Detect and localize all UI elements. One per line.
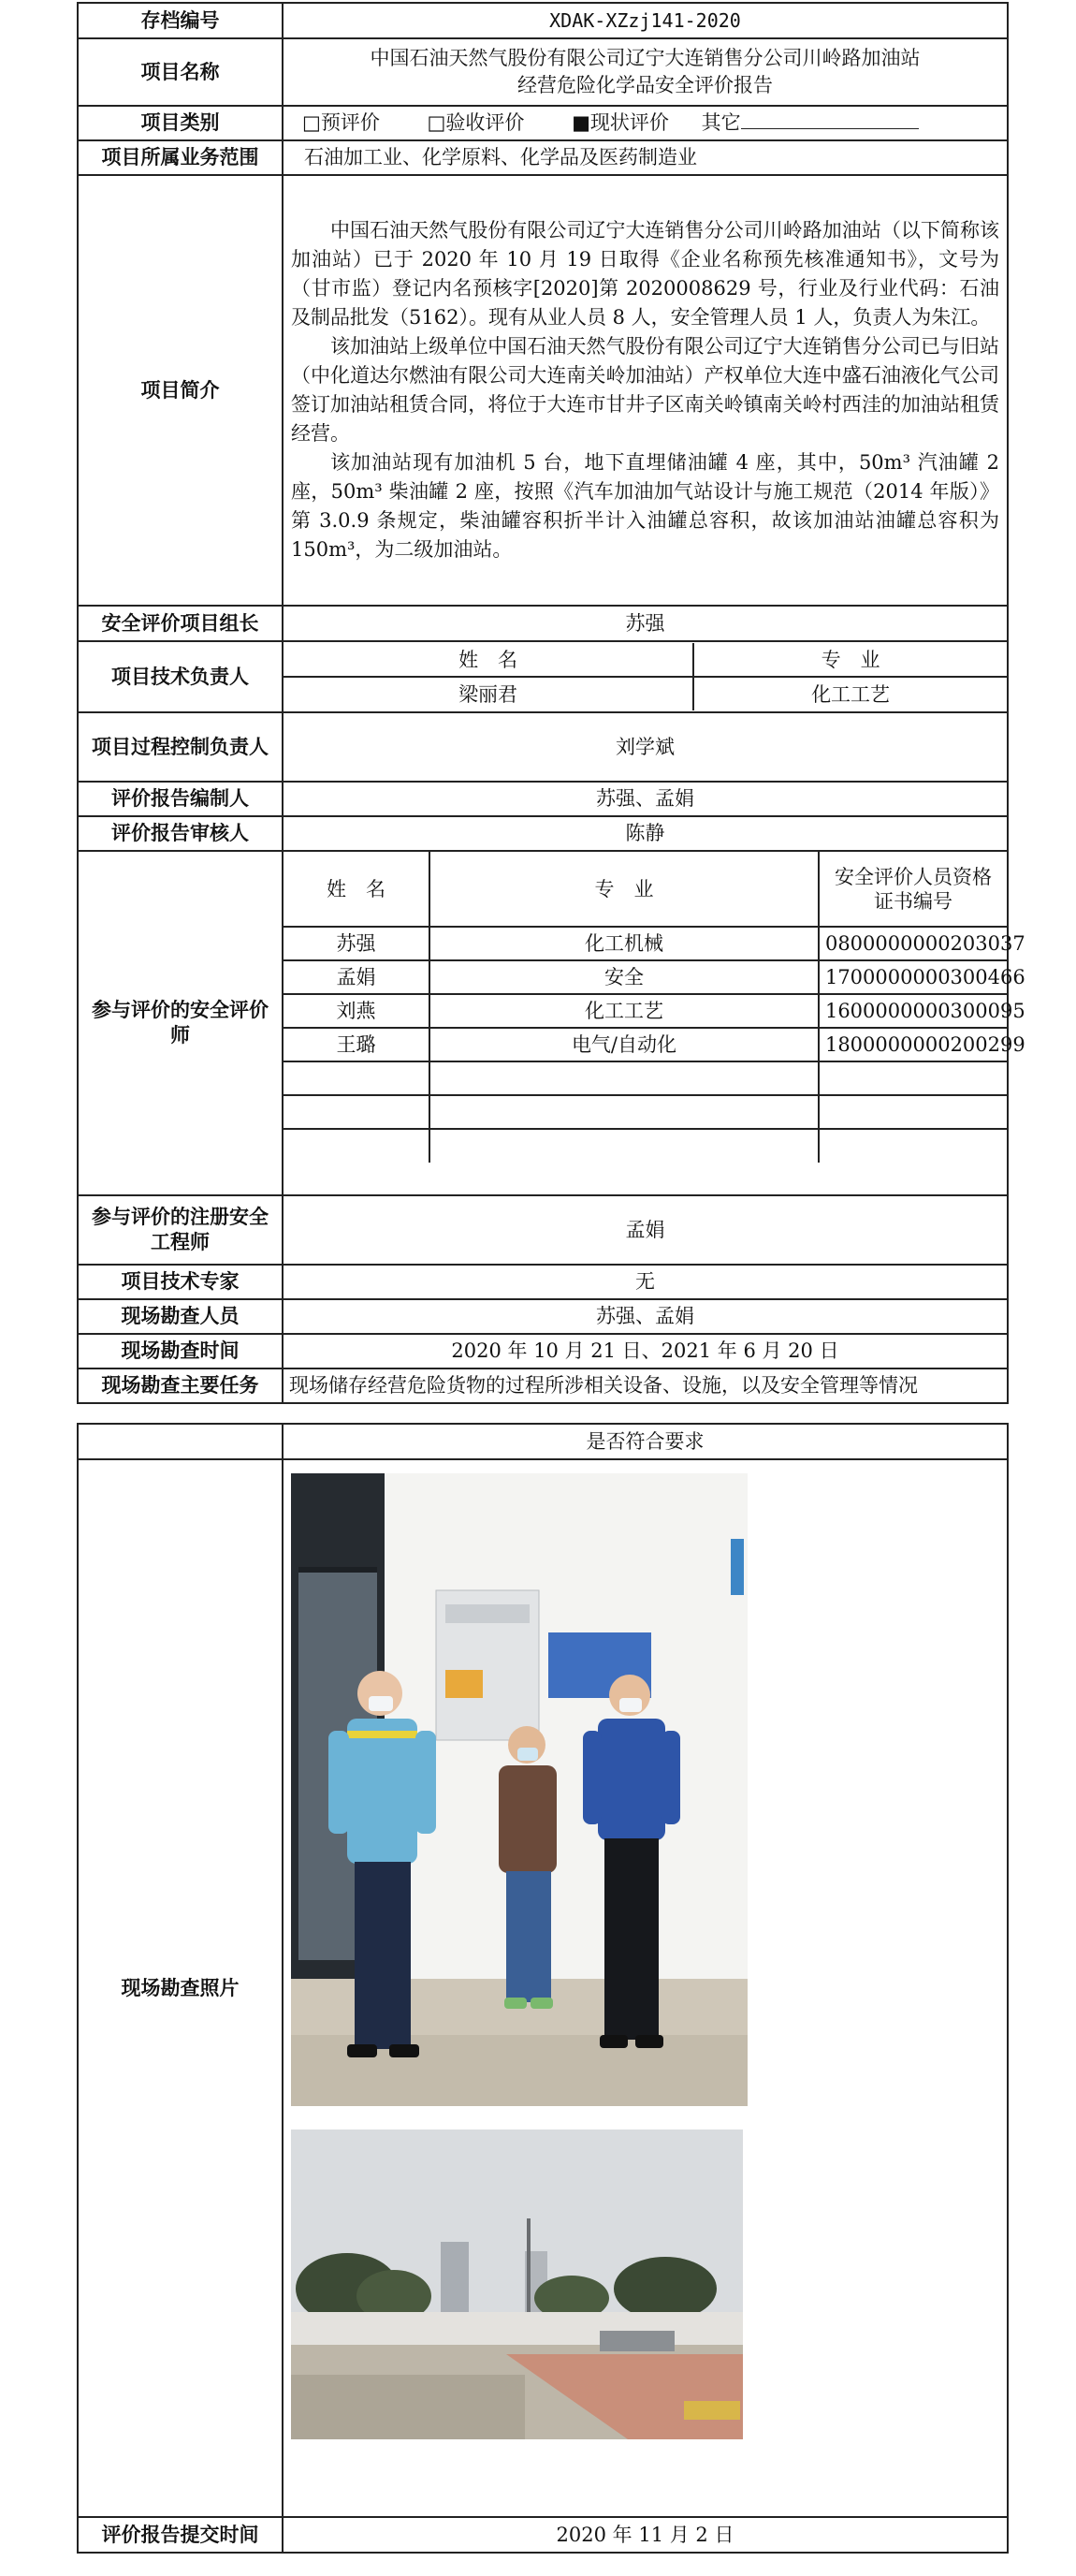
archive-number: XDAK-XZzj141-2020	[283, 3, 1008, 38]
business-scope-value: 石油加工业、化学原料、化学品及医药制造业	[283, 140, 1008, 175]
staff-photo-illustration	[291, 1473, 748, 2106]
team-leader-label: 安全评价项目组长	[78, 606, 283, 641]
evaluators-table	[284, 852, 1025, 1163]
business-scope-label: 项目所属业务范围	[78, 140, 283, 175]
other-blank-line	[741, 111, 919, 129]
checkbox-pre-eval: □预评价	[302, 111, 380, 134]
evaluator-cert: 1800000000200299	[819, 1028, 1007, 1061]
archive-label: 存档编号	[78, 3, 283, 38]
evaluator-name: 苏强	[284, 927, 429, 960]
evaluator-name: 孟娟	[284, 960, 429, 994]
info-sheet	[77, 2, 1025, 1404]
tech-lead-name-header: 姓 名	[284, 643, 693, 677]
evaluator-major: 安全	[429, 960, 819, 994]
project-info-table	[77, 2, 1025, 1404]
intro-paragraph-3: 该加油站现有加油机 5 台，地下直埋储油罐 4 座，其中，50m³ 汽油罐 2 座，50m³ 柴油罐 2 座，按照《汽车加油加气站设计与施工规范（2014 年版）》第 3.0.9 条规定，柴油罐容积折半计入油罐总容积，故该加油站油罐总容积为 150m³，为二级加油站。	[291, 451, 999, 561]
checkbox-status-eval: ■现状评价	[572, 111, 669, 134]
survey-task-value: 现场储存经营危险货物的过程所涉相关设备、设施，以及安全管理等情况	[283, 1368, 1008, 1403]
survey-staff-value: 苏强、孟娟	[283, 1299, 1008, 1334]
evaluators-cell	[283, 851, 1025, 1195]
tech-lead-major: 化工工艺	[693, 677, 1007, 710]
tech-lead-name: 梁丽君	[284, 677, 693, 710]
project-name-line2: 经营危险化学品安全评价报告	[517, 74, 773, 96]
tech-expert-label: 项目技术专家	[78, 1265, 283, 1299]
submit-time-value: 2020 年 11 月 2 日	[283, 2517, 1008, 2553]
tech-lead-cell	[283, 641, 1008, 712]
reg-engineer-value: 孟娟	[283, 1195, 1008, 1265]
evaluator-major-header: 专 业	[429, 852, 819, 927]
evaluator-name: 王璐	[284, 1028, 429, 1061]
compliance-header: 是否符合要求	[283, 1424, 1008, 1459]
evaluator-cert: 1600000000300095	[819, 994, 1007, 1028]
evaluator-major: 电气/自动化	[429, 1028, 819, 1061]
project-category-options	[283, 106, 1008, 140]
tech-lead-table	[284, 643, 1007, 710]
site-photos-label: 现场勘查照片	[78, 1459, 283, 2517]
evaluator-cert: 1700000000300466	[819, 960, 1007, 994]
evaluators-label: 参与评价的安全评价师	[78, 851, 283, 1195]
submit-time-label: 评价报告提交时间	[78, 2517, 283, 2553]
project-name-value	[283, 38, 1008, 106]
survey-staff-label: 现场勘查人员	[78, 1299, 283, 1334]
survey-time-label: 现场勘查时间	[78, 1334, 283, 1368]
compiler-value: 苏强、孟娟	[283, 782, 1008, 816]
project-name-line1: 中国石油天然气股份有限公司辽宁大连销售分公司川岭路加油站	[370, 47, 921, 69]
site-photo-forecourt	[291, 2130, 743, 2439]
evaluator-name: 刘燕	[284, 994, 429, 1028]
intro-paragraph-1: 中国石油天然气股份有限公司辽宁大连销售分公司川岭路加油站（以下简称该加油站）已于 2020 年 10 月 19 日取得《企业名称预先核准通知书》，文号为（甘市监）登记内名预核字[2020]第 2020008629 号，行业及行业代码：石油及制品批发（5162）。现有从业人员 8 人，安全管理人员 1 人，负责人为朱江。	[291, 219, 999, 329]
empty-label-cell	[78, 1424, 283, 1459]
evaluator-name-header: 姓 名	[284, 852, 429, 927]
compiler-label: 评价报告编制人	[78, 782, 283, 816]
reviewer-label: 评价报告审核人	[78, 816, 283, 851]
team-leader-value: 苏强	[283, 606, 1008, 641]
checkbox-other: 其它	[701, 111, 741, 134]
project-intro	[283, 175, 1008, 606]
process-control-value: 刘学斌	[283, 712, 1008, 782]
checkbox-acceptance-eval: □验收评价	[427, 111, 525, 134]
reg-engineer-label: 参与评价的注册安全工程师	[78, 1195, 283, 1265]
forecourt-photo-illustration	[291, 2130, 743, 2439]
project-intro-label: 项目简介	[78, 175, 283, 606]
tech-lead-label: 项目技术负责人	[78, 641, 283, 712]
evaluator-cert: 0800000000203037	[819, 927, 1007, 960]
project-category-label: 项目类别	[78, 106, 283, 140]
evaluator-empty-row	[284, 1095, 1007, 1129]
evaluator-major: 化工机械	[429, 927, 819, 960]
evaluator-cert-header: 安全评价人员资格证书编号	[819, 852, 1007, 927]
tech-expert-value: 无	[283, 1265, 1008, 1299]
survey-task-label: 现场勘查主要任务	[78, 1368, 283, 1403]
site-photo-staff	[291, 1473, 748, 2106]
evaluator-empty-row	[284, 1061, 1007, 1095]
project-name-label: 项目名称	[78, 38, 283, 106]
process-control-label: 项目过程控制负责人	[78, 712, 283, 782]
reviewer-value: 陈静	[283, 816, 1008, 851]
intro-paragraph-2: 该加油站上级单位中国石油天然气股份有限公司辽宁大连销售分公司已与旧站（中化道达尔燃油有限公司大连南关岭加油站）产权单位大连中盛石油液化气公司签订加油站租赁合同，将位于大连市甘井子区南关岭镇南关岭村西洼的加油站租赁经营。	[291, 335, 999, 445]
evaluator-major: 化工工艺	[429, 994, 819, 1028]
evaluator-empty-row	[284, 1129, 1007, 1163]
survey-time-value: 2020 年 10 月 21 日、2021 年 6 月 20 日	[283, 1334, 1008, 1368]
tech-lead-major-header: 专 业	[693, 643, 1007, 677]
